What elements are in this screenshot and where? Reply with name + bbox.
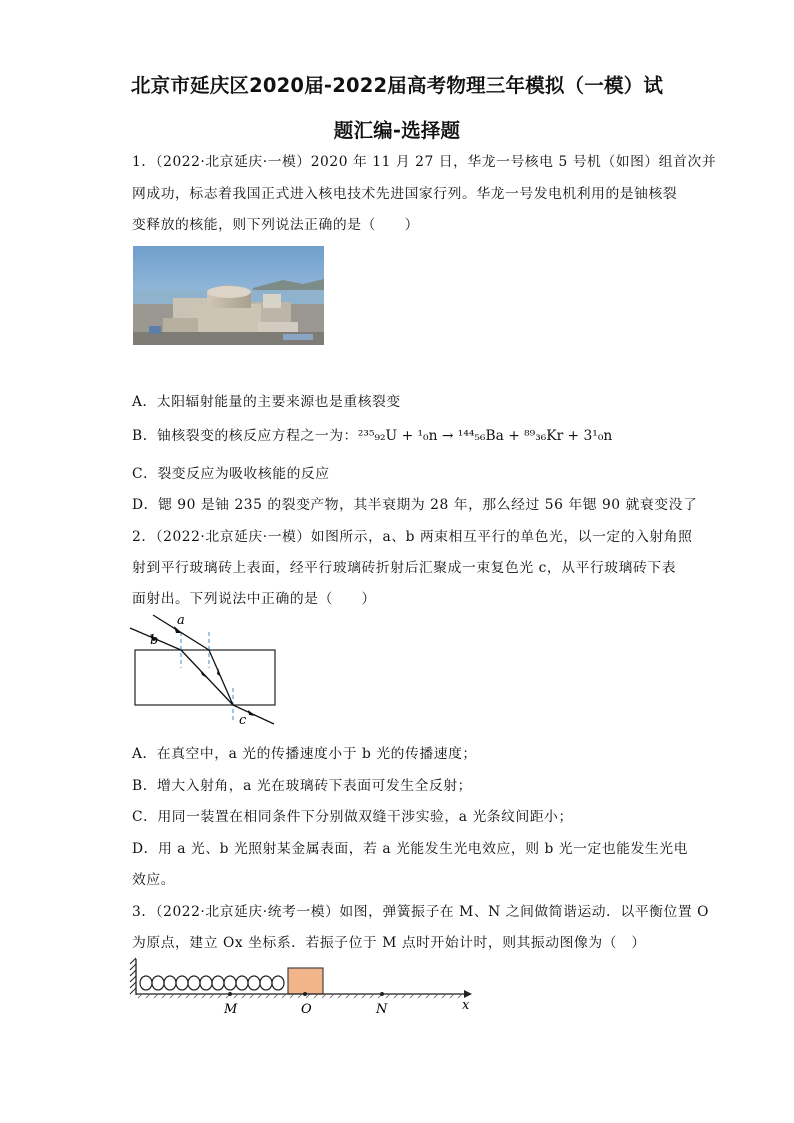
glass-slab bbox=[135, 650, 275, 705]
q2-option-d-line2: 效应。 bbox=[132, 872, 176, 888]
q1-stem-line3: 变释放的核能，则下列说法正确的是（ ） bbox=[132, 217, 419, 233]
q2-option-c: C．用同一装置在相同条件下分别做双缝干涉实验，a 光条纹间距小； bbox=[132, 809, 573, 825]
point-M bbox=[228, 992, 232, 996]
point-O bbox=[303, 992, 307, 996]
label-c: c bbox=[239, 713, 247, 726]
page-title-line2: 题汇编-选择题 bbox=[333, 119, 461, 142]
q2-stem-line3: 面射出。下列说法中正确的是（ ） bbox=[132, 591, 376, 607]
q2-option-a: A．在真空中，a 光的传播速度小于 b 光的传播速度； bbox=[132, 746, 477, 762]
spring bbox=[140, 976, 284, 990]
q2-stem-line1: 2．（2022·北京延庆·一模）如图所示，a、b 两束相互平行的单色光，以一定的入射角照 bbox=[132, 529, 693, 545]
x-axis-arrow bbox=[464, 990, 472, 998]
glass-slab-diagram bbox=[128, 610, 280, 726]
label-O: O bbox=[301, 1002, 312, 1017]
q3-stem-line1: 3．（2022·北京延庆·统考一模）如图，弹簧振子在 M、N 之间做简谐运动．以平衡位置 O bbox=[132, 904, 710, 920]
q2-stem-line2: 射到平行玻璃砖上表面，经平行玻璃砖折射后汇聚成一束复色光 c，从平行玻璃砖下表 bbox=[132, 560, 677, 576]
label-x: x bbox=[462, 998, 470, 1013]
label-N: N bbox=[376, 1002, 388, 1017]
nuclear-plant-photo bbox=[133, 246, 324, 345]
spring-oscillator-diagram bbox=[128, 955, 483, 1019]
q1-stem-line2: 网成功，标志着我国正式进入核电技术先进国家行列。华龙一号发电机利用的是铀核裂 bbox=[132, 186, 678, 202]
q1-option-b bbox=[132, 424, 612, 444]
ray-a-refracted bbox=[209, 650, 233, 705]
label-b: b bbox=[150, 633, 159, 648]
q1-option-d: D．锶 90 是铀 235 的裂变产物，其半衰期为 28 年，那么经过 56 年锶 90 就衰变没了 bbox=[132, 497, 698, 513]
point-N bbox=[380, 992, 384, 996]
page-title-line1: 北京市延庆区2020届-2022届高考物理三年模拟（一模）试 bbox=[130, 74, 664, 97]
label-M: M bbox=[224, 1002, 238, 1017]
q2-option-b: B．增大入射角，a 光在玻璃砖下表面可发生全反射； bbox=[132, 778, 473, 794]
q1-option-b-equation: ²³⁵₉₂U + ¹₀n → ¹⁴⁴₅₆Ba + ⁸⁹₃₆Kr + 3¹₀n bbox=[357, 428, 613, 444]
q2-option-d-line1: D．用 a 光、b 光照射某金属表面，若 a 光能发生光电效应，则 b 光一定也能发生光电 bbox=[132, 841, 688, 857]
q1-stem-line1: 1．（2022·北京延庆·一模）2020 年 11 月 27 日，华龙一号核电 5 号机（如图）组首次并 bbox=[132, 154, 717, 170]
q1-option-c: C．裂变反应为吸收核能的反应 bbox=[132, 466, 330, 482]
ray-b-refracted bbox=[181, 650, 233, 705]
oscillator-block bbox=[288, 968, 323, 994]
wall-hatching bbox=[130, 958, 136, 994]
q1-option-a: A．太阳辐射能量的主要来源也是重核裂变 bbox=[132, 394, 401, 410]
label-a: a bbox=[177, 613, 185, 628]
q1-option-b-prefix: B．铀核裂变的核反应方程之一为： bbox=[132, 428, 358, 444]
q3-stem-line2: 为原点，建立 Ox 坐标系．若振子位于 M 点时开始计时，则其振动图像为（ ） bbox=[132, 935, 646, 951]
